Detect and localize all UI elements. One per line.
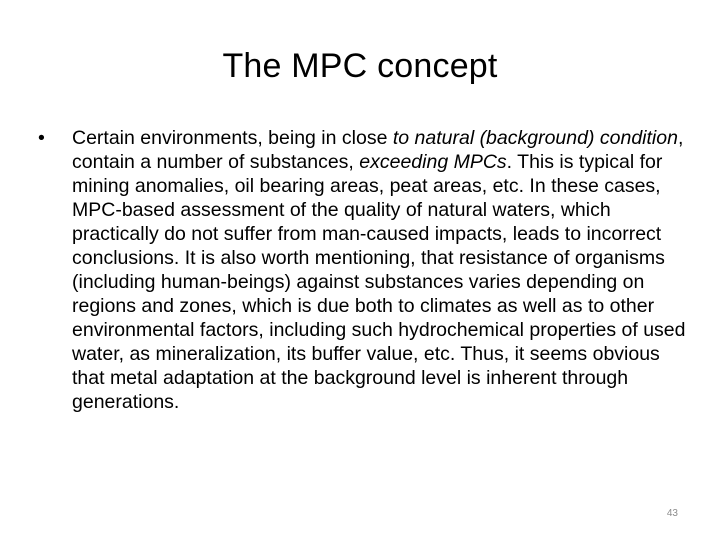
body-text-segment: . This is typical for mining anomalies, oil bearing areas, peat areas, etc. In these cases, MPC-based assessment of the quality of natural waters, which practically do not suffer from man-caused impacts, leads to incorrect conclusions. It is also worth mentioning, that resistance of organisms (including human-beings) against substances varies depending on regions and zones, which is due both to climates as well as to other environmental factors, including such hydrochemical properties of used water, as mineralization, its buffer value, etc. Thus, it seems obvious that metal adaptation at the background level is inherent through generations. bbox=[72, 151, 686, 413]
page-number: 43 bbox=[666, 508, 678, 519]
body-text-segment-italic: to natural (background) condition bbox=[392, 127, 678, 149]
body-text-segment: Certain environments, being in close bbox=[72, 127, 393, 149]
body-text-segment-italic: exceeding MPCs bbox=[359, 151, 507, 173]
bullet-icon: • bbox=[38, 127, 45, 149]
bullet-text bbox=[72, 127, 686, 413]
body-text-segment: , contain a number of substances, bbox=[72, 127, 684, 173]
slide-title: The MPC concept bbox=[222, 47, 498, 85]
bullet-item bbox=[38, 126, 688, 414]
slide-content bbox=[38, 126, 688, 414]
